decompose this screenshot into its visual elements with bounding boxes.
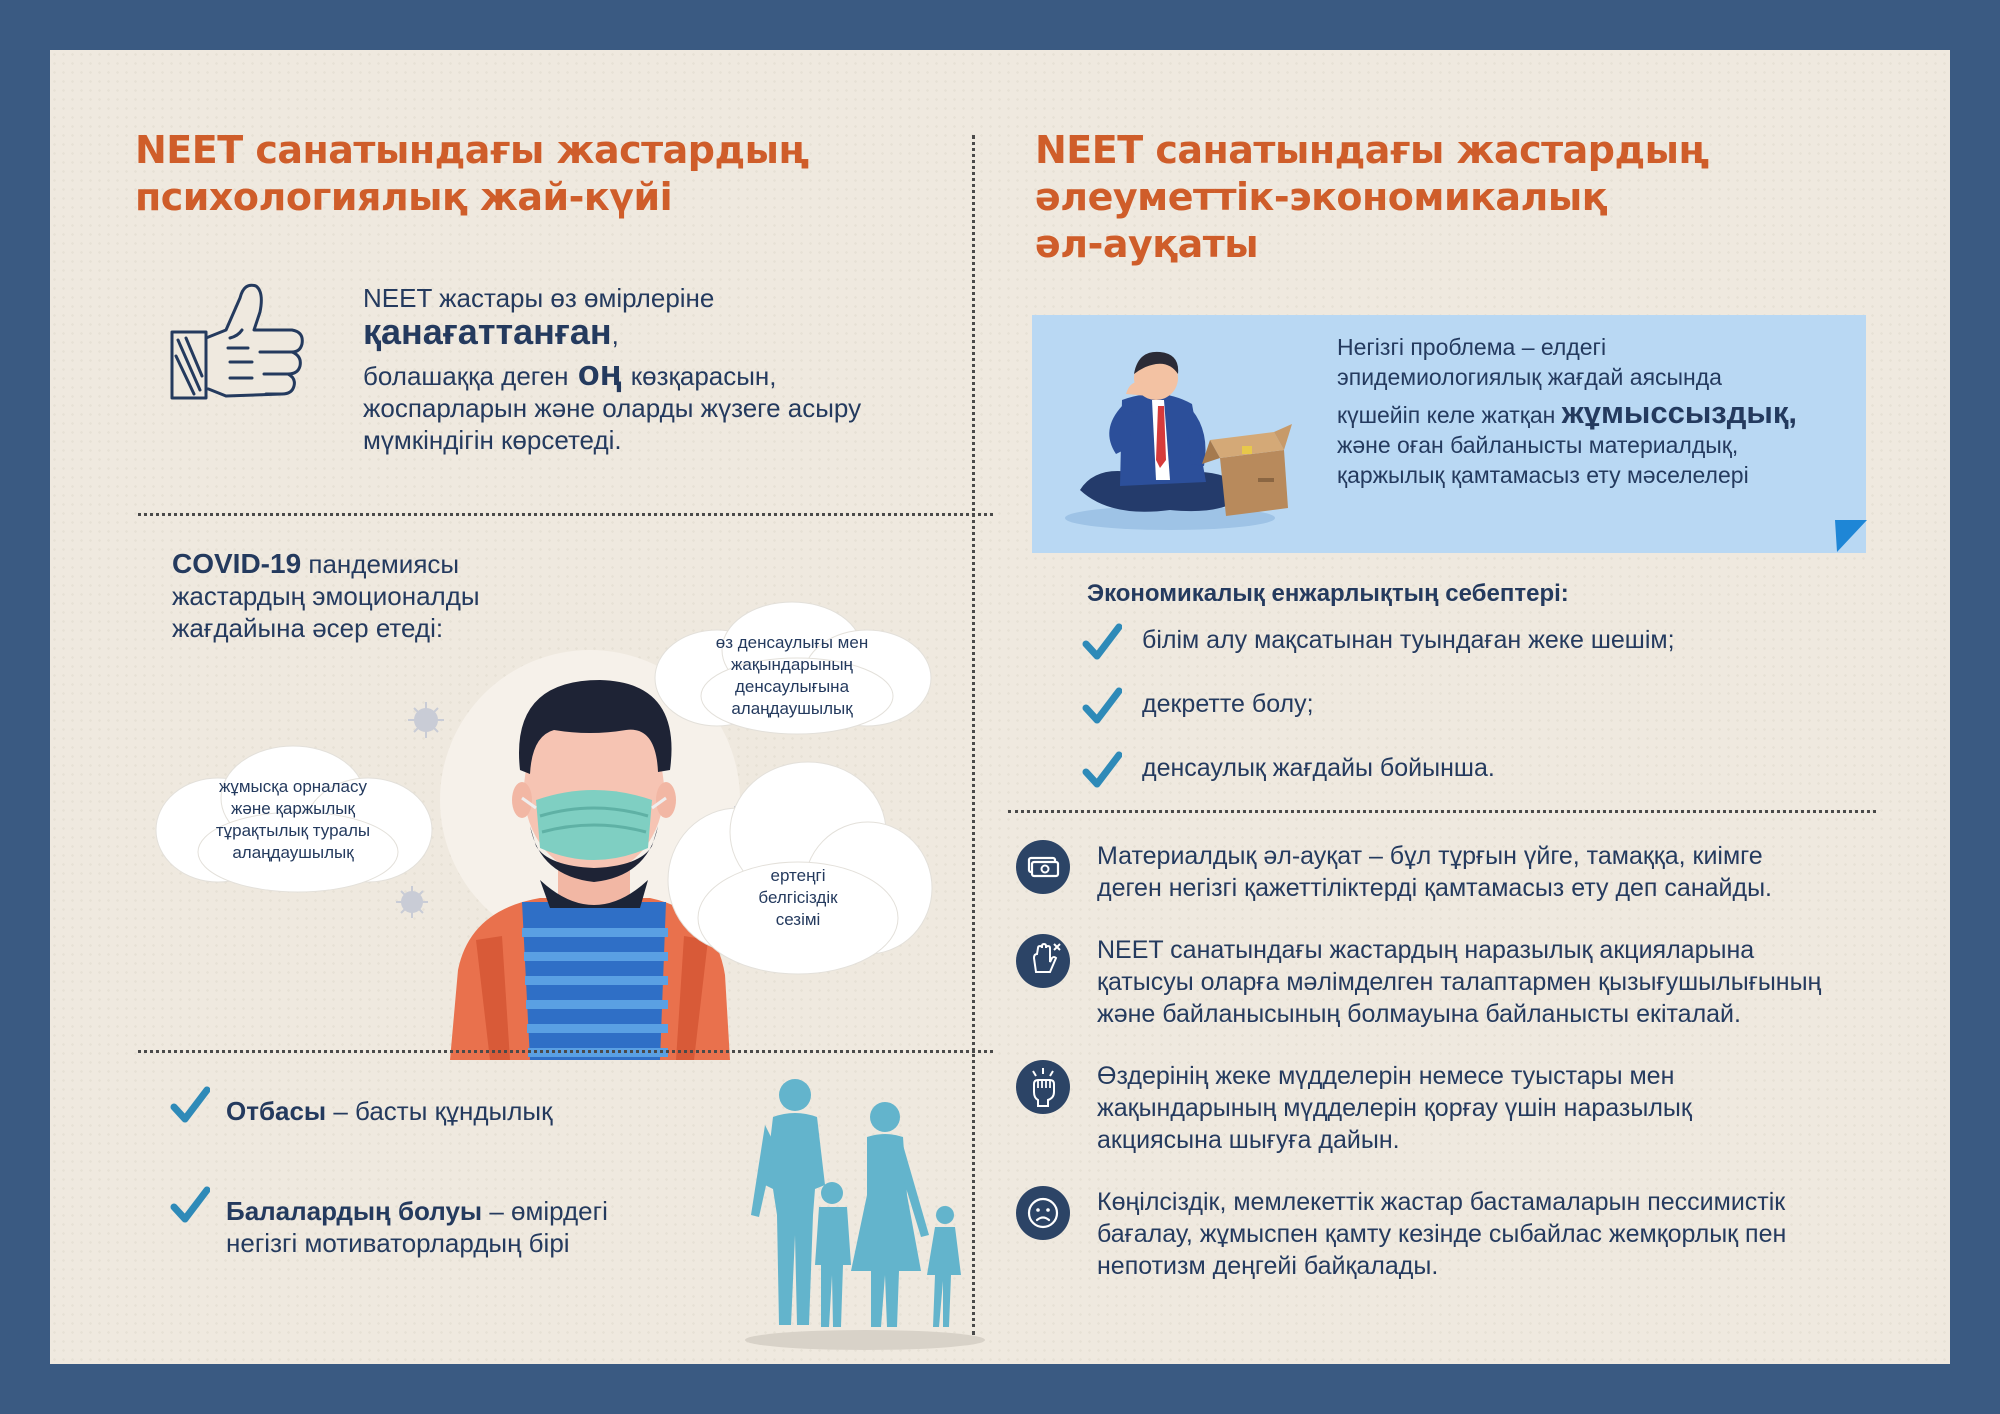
value-family-bold: Отбасы [226, 1096, 327, 1126]
money-icon [1016, 840, 1070, 894]
satisfaction-line4: жоспарларын және оларды жүзеге асыру [363, 393, 862, 423]
value-children [170, 1185, 608, 1259]
covid-line3: жағдайына әсер етеді: [172, 613, 444, 643]
cloud-health-text [667, 632, 917, 720]
cloud-health-line: жақындарының [731, 655, 853, 674]
cloud-job-line: алаңдаушылық [232, 843, 354, 862]
paragraph-line: Материалдық әл-ауқат – бұл тұрғын үйге, тамаққа, киімге [1097, 842, 1763, 870]
paragraph-line: Өздерінің жеке мүдделерін немесе туыстары мен [1097, 1062, 1675, 1090]
cloud-health-line: денсаулығына [734, 677, 850, 696]
cloud-health-line: алаңдаушылық [731, 699, 853, 718]
positive-emphasis: оң [577, 352, 622, 393]
checkmark-icon [1082, 750, 1122, 790]
value-children-bold: Балалардың болуы [226, 1196, 483, 1226]
checkmark-icon [170, 1085, 210, 1125]
satisfaction-line3-pre: болашаққа деген [363, 361, 569, 391]
left-title-line2: психологиялық жай-күйі [135, 175, 673, 219]
right-divider [1008, 810, 1876, 813]
right-title-line3: әл-ауқаты [1035, 222, 1259, 266]
satisfaction-comma: , [611, 320, 619, 350]
left-divider-2 [138, 1050, 993, 1053]
protest-unlikely-paragraph [1097, 934, 1821, 1030]
reasons-heading: Экономикалық енжарлықтың себептері: [1087, 580, 1569, 607]
satisfaction-text [363, 282, 861, 456]
cloud-health-line: өз денсаулығы мен [715, 633, 869, 652]
cloud-job-line: және қаржылық [231, 799, 355, 818]
paragraph-line: және байланысының болмауына байланысты екіталай. [1097, 1000, 1741, 1028]
ready-to-protest-paragraph [1097, 1060, 1692, 1156]
problem-text [1337, 332, 1797, 490]
family-silhouette-illustration [735, 1065, 995, 1355]
paragraph-line: непотизм деңгейі байқалады. [1097, 1252, 1439, 1280]
paragraph-line: NEET санатындағы жастардың наразылық акцияларына [1097, 936, 1755, 964]
checkmark-icon [1082, 686, 1122, 726]
cloud-uncertainty-line: сезімі [775, 910, 821, 929]
raised-fist-icon-circle [1016, 1060, 1070, 1114]
checkmark-icon [1082, 622, 1122, 662]
unemployed-man-illustration [1060, 340, 1300, 540]
satisfaction-line1: NEET жастары өз өмірлеріне [363, 283, 715, 313]
reason-item: денсаулық жағдайы бойынша. [1142, 754, 1495, 782]
stop-hand-icon-circle [1016, 934, 1070, 988]
left-title-line1: NEET санатындағы жастардың [135, 128, 809, 172]
left-divider-1 [138, 513, 993, 516]
cloud-uncertainty-line: ертеңгі [770, 866, 826, 885]
value-family [170, 1085, 552, 1127]
value-children-rest2: негізгі мотиваторлардың бірі [226, 1228, 570, 1258]
infographic-sheet [50, 50, 1950, 1364]
sad-face-icon [1016, 1186, 1070, 1240]
thumbs-up-icon [168, 278, 308, 402]
raised-fist-icon [1016, 1060, 1070, 1114]
paragraph-line: жақындарының мүдделерін қорғау үшін наразылық [1097, 1094, 1692, 1122]
value-children-rest: – өмірдегі [482, 1196, 608, 1226]
paragraph-line: қатысуы оларға мәлімделген талаптармен қызығушылығының [1097, 968, 1822, 996]
satisfied-emphasis: қанағаттанған [363, 311, 612, 352]
problem-line5: қаржылық қамтамасыз ету мәселелері [1337, 462, 1749, 488]
paragraph-line: Көңілсіздік, мемлекеттік жастар бастамаларын пессимистік [1097, 1188, 1786, 1216]
covid-line1-rest: пандемиясы [308, 549, 460, 579]
disappointment-paragraph [1097, 1186, 1786, 1282]
cloud-job-line: жұмысқа орналасу [218, 777, 368, 796]
cloud-uncertainty-line: белгісіздік [758, 888, 838, 907]
center-divider [972, 135, 975, 1335]
money-icon-circle [1016, 840, 1070, 894]
covid-bold: COVID-19 [172, 548, 302, 579]
right-title-line1: NEET санатындағы жастардың [1035, 128, 1709, 172]
paragraph-line: деген негізгі қажеттіліктерді қамтамасыз ету деп санайды. [1097, 874, 1772, 902]
paragraph-line: акциясына шығуға дайын. [1097, 1126, 1400, 1154]
covid-text [172, 548, 480, 644]
satisfaction-line3-post: көзқарасын, [630, 361, 777, 391]
sad-face-icon-circle [1016, 1186, 1070, 1240]
stop-hand-icon [1016, 934, 1070, 988]
right-title-line2: әлеуметтік-экономикалық [1035, 175, 1608, 219]
problem-line3-pre: күшейіп келе жатқан [1337, 402, 1556, 428]
checkmark-icon [170, 1185, 210, 1225]
value-family-rest: – басты құндылық [326, 1096, 553, 1126]
paragraph-line: бағалау, жұмыспен қамту кезінде сыбайлас жемқорлық пен [1097, 1220, 1787, 1248]
problem-line3-post: , [1788, 395, 1798, 430]
right-title [1035, 127, 1709, 268]
problem-line2: эпидемиологиялық жағдай аясында [1337, 364, 1722, 390]
cloud-uncertainty-text [718, 865, 878, 931]
satisfaction-line5: мүмкіндігін көрсетеді. [363, 425, 622, 455]
reason-item: білім алу мақсатынан туындаған жеке шешім; [1142, 626, 1675, 654]
callout-fold-corner [1833, 518, 1869, 554]
reason-item: декретте болу; [1142, 690, 1314, 718]
left-title [135, 127, 809, 221]
problem-line4: және оған байланысты материалдық, [1337, 432, 1739, 458]
problem-line1: Негізгі проблема – елдегі [1337, 334, 1607, 360]
virus-icon [408, 702, 444, 738]
cloud-job-text [168, 776, 418, 864]
cloud-job-line: тұрақтылық туралы [215, 821, 371, 840]
material-wellbeing-paragraph [1097, 840, 1772, 904]
unemployment-emphasis: жұмыссыздық [1561, 395, 1789, 430]
covid-line2: жастардың эмоционалды [172, 581, 480, 611]
